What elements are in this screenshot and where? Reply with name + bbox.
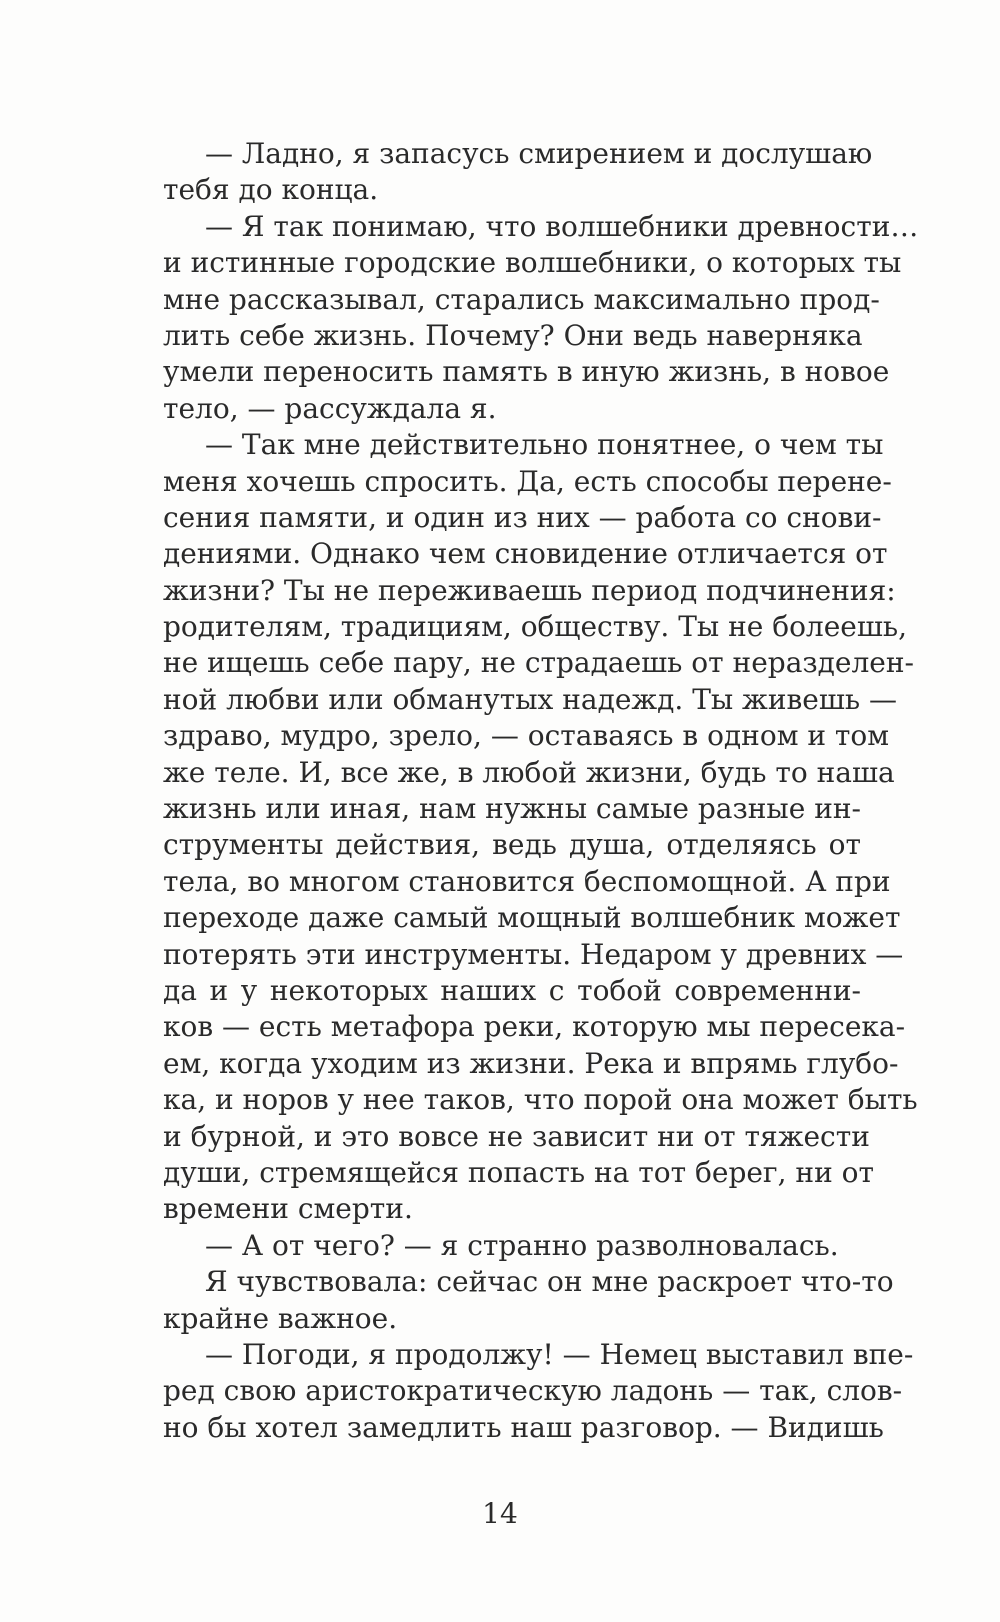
- text-line: — А от чего? — я странно разволновалась.: [205, 1228, 839, 1262]
- text-line: — Я так понимаю, что волшебники древности…: [205, 209, 919, 243]
- page-number: 14: [482, 1497, 518, 1530]
- text-line: жизни? Ты не переживаешь период подчинения:: [163, 573, 896, 607]
- text-line: меня хочешь спросить. Да, есть способы перене-: [163, 464, 892, 498]
- text-line: потерять эти инструменты. Недаром у древних —: [163, 937, 904, 971]
- text-line: тела, во многом становится беспомощной. А при: [163, 864, 891, 898]
- text-line: тело, — рассуждала я.: [163, 391, 497, 425]
- text-line: — Погоди, я продолжу! — Немец выставил впе-: [205, 1337, 914, 1371]
- text-line: и бурной, и это вовсе не зависит ни от тяжести: [163, 1119, 870, 1153]
- text-line: души, стремящейся попасть на тот берег, ни от: [163, 1155, 874, 1189]
- text-line: лить себе жизнь. Почему? Они ведь наверняка: [163, 318, 863, 352]
- text-line: да и у некоторых наших с тобой современни-: [163, 973, 861, 1007]
- text-line: но бы хотел замедлить наш разговор. — Видишь: [163, 1410, 884, 1444]
- text-line: и истинные городские волшебники, о которых ты: [163, 246, 902, 280]
- text-line: — Так мне действительно понятнее, о чем ты: [205, 428, 884, 462]
- text-line: времени смерти.: [163, 1192, 413, 1226]
- body-text: [163, 136, 919, 1446]
- text-line: ред свою аристократическую ладонь — так, слов-: [163, 1374, 903, 1408]
- text-line: родителям, традициям, обществу. Ты не болеешь,: [163, 610, 908, 644]
- text-line: переходе даже самый мощный волшебник может: [163, 901, 901, 935]
- text-line: ем, когда уходим из жизни. Река и впрямь глубо-: [163, 1046, 899, 1080]
- text-line: Я чувствовала: сейчас он мне раскроет что-то: [205, 1265, 894, 1299]
- text-line: сения памяти, и один из них — работа со снови-: [163, 500, 882, 534]
- text-line: дениями. Однако чем сновидение отличается от: [163, 537, 888, 571]
- text-line: ков — есть метафора реки, которую мы пересека-: [163, 1010, 906, 1044]
- text-line: жизнь или иная, нам нужны самые разные ин-: [163, 792, 861, 826]
- text-line: же теле. И, все же, в любой жизни, будь то наша: [163, 755, 895, 789]
- text-line: тебя до конца.: [163, 173, 379, 207]
- text-line: струменты действия, ведь душа, отделяясь от: [163, 828, 861, 862]
- text-line: ка, и норов у нее таков, что порой она может быть: [163, 1083, 918, 1117]
- text-line: — Ладно, я запасусь смирением и дослушаю: [205, 137, 873, 170]
- text-line: здраво, мудро, зрело, — оставаясь в одном и том: [163, 719, 890, 753]
- text-line: мне рассказывал, старались максимально прод-: [163, 282, 880, 316]
- text-line: ной любви или обманутых надежд. Ты живешь —: [163, 682, 897, 716]
- text-line: крайне важное.: [163, 1301, 398, 1335]
- text-line: не ищешь себе пару, не страдаешь от неразделен-: [163, 646, 914, 680]
- text-line: умели переносить память в иную жизнь, в новое: [163, 355, 890, 389]
